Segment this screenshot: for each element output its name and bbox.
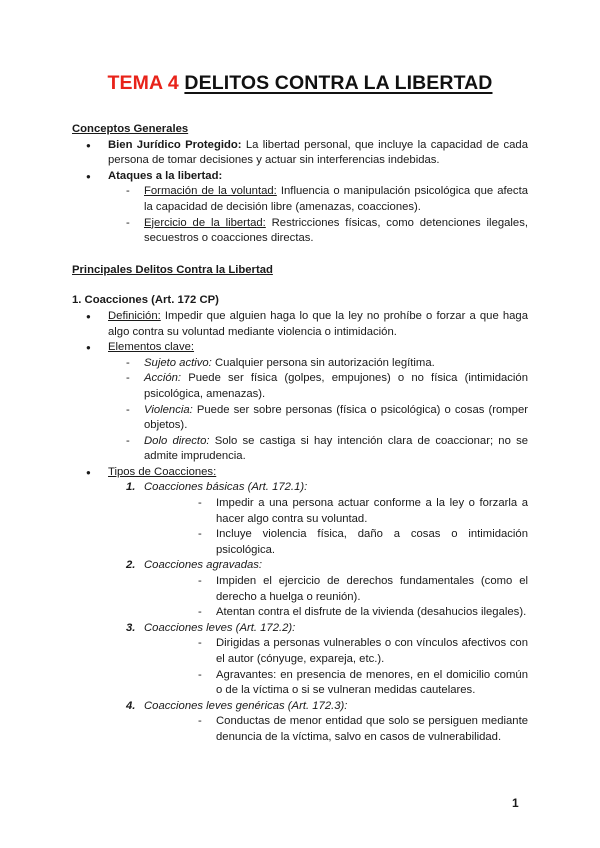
elementos-sublist bbox=[108, 356, 528, 465]
list-item-sujeto bbox=[108, 356, 528, 372]
page-title bbox=[0, 72, 600, 95]
dolo-label: Dolo directo: bbox=[144, 434, 210, 447]
tipo-detail: - Impiden el ejercicio de derechos fundamentales (como el derecho a huelga o reunión). bbox=[108, 574, 528, 605]
tipo-label: Coacciones leves genéricas (Art. 172.3): bbox=[144, 699, 348, 712]
sujeto-text: Cualquier persona sin autorización legítima. bbox=[211, 356, 435, 369]
list-item-ataques bbox=[72, 169, 528, 247]
tipo-detail: - Agravantes: en presencia de menores, en el domicilio común o de la víctima o si se vulneran medidas cautelares. bbox=[108, 668, 528, 699]
tipos-label: Tipos de Coacciones: bbox=[108, 465, 217, 478]
list-item-elementos bbox=[72, 340, 528, 465]
tipo-detail: - Impedir a una persona actuar conforme a la ley o forzarla a hacer algo contra su voluntad. bbox=[108, 496, 528, 527]
list-item-bien-juridico bbox=[72, 138, 528, 169]
coacciones-title: 1. Coacciones (Art. 172 CP) bbox=[72, 294, 219, 307]
formacion-text: Influencia o manipulación psicológica que afecta la capacidad de decisión libre (amenazas, coacciones). bbox=[144, 185, 528, 213]
bien-label: Bien Jurídico Protegido: bbox=[108, 138, 242, 151]
tipo-item bbox=[108, 558, 528, 574]
tipo-detail: - Incluye violencia física, daño a cosas o intimidación psicológica. bbox=[108, 527, 528, 558]
list-item-dolo bbox=[108, 434, 528, 465]
bien-text: La libertad personal, que incluye la capacidad de cada persona de tomar decisiones y actuar sin interferencias indebidas. bbox=[108, 138, 528, 167]
ataques-sublist bbox=[108, 184, 528, 246]
elementos-label: Elementos clave: bbox=[108, 341, 195, 354]
ejercicio-label: Ejercicio de la libertad: bbox=[144, 216, 266, 229]
page-number: 1 bbox=[512, 796, 519, 810]
tipo-detail: - Atentan contra el disfrute de la vivienda (desahucios ilegales). bbox=[108, 605, 528, 621]
section-heading-delitos: Principales Delitos Contra la Libertad bbox=[72, 263, 273, 276]
tipo-detail: - Conductas de menor entidad que solo se persiguen mediante denuncia de la víctima, salvo en casos de vulnerabilidad. bbox=[108, 714, 528, 745]
title-number: TEMA 4 bbox=[107, 72, 179, 94]
accion-text: Puede ser física (golpes, empujones) o no física (intimidación psicológica, amenazas). bbox=[144, 372, 528, 400]
list-item-violencia bbox=[108, 403, 528, 434]
dolo-text: Solo se castiga si hay intención clara de coaccionar; no se admite imprudencia. bbox=[144, 434, 529, 463]
tipo-detail-list bbox=[108, 496, 528, 558]
tipo-item bbox=[108, 699, 528, 715]
tipo-label: Coacciones agravadas: bbox=[144, 559, 263, 572]
title-text: DELITOS CONTRA LA LIBERTAD bbox=[184, 72, 493, 94]
list-item-accion bbox=[108, 371, 528, 402]
document-body bbox=[72, 122, 528, 746]
tipo-label: Coacciones básicas (Art. 172.1): bbox=[144, 481, 308, 494]
tipo-number: 3. bbox=[126, 621, 136, 634]
list-item-formacion bbox=[108, 184, 528, 215]
tipo-number: 4. bbox=[126, 699, 136, 712]
tipo-item bbox=[108, 480, 528, 496]
violencia-text: Puede ser sobre personas (física o psicológica) o cosas (romper objetos). bbox=[144, 403, 528, 432]
list-item-tipos bbox=[72, 465, 528, 746]
formacion-label: Formación de la voluntad: bbox=[144, 185, 277, 198]
tipo-number: 1. bbox=[126, 481, 136, 494]
tipo-detail: - Dirigidas a personas vulnerables o con vínculos afectivos con el autor (cónyuge, expareja, etc.). bbox=[108, 636, 528, 667]
accion-label: Acción: bbox=[144, 372, 182, 385]
sujeto-label: Sujeto activo: bbox=[144, 356, 212, 369]
ataques-label: Ataques a la libertad: bbox=[108, 169, 223, 182]
tipos-sublist bbox=[108, 480, 528, 745]
coacciones-list bbox=[72, 309, 528, 746]
tipo-number: 2. bbox=[126, 559, 136, 572]
definicion-text: Impedir que alguien haga lo que la ley no prohíbe o forzar a que haga algo contra su voluntad mediante violencia o intimidación. bbox=[108, 309, 528, 338]
tipo-detail-list bbox=[108, 714, 528, 745]
list-item-ejercicio bbox=[108, 216, 528, 247]
section-heading-conceptos: Conceptos Generales bbox=[72, 123, 189, 135]
definicion-label: Definición: bbox=[108, 309, 161, 322]
violencia-label: Violencia: bbox=[144, 403, 193, 416]
tipo-detail-list bbox=[108, 636, 528, 698]
tipo-item bbox=[108, 621, 528, 637]
tipo-detail-list bbox=[108, 574, 528, 621]
tipo-label: Coacciones leves (Art. 172.2): bbox=[144, 621, 296, 634]
list-item-definicion bbox=[72, 309, 528, 340]
ejercicio-text: Restricciones físicas, como detenciones ilegales, secuestros o coacciones directas. bbox=[144, 216, 528, 245]
conceptos-list bbox=[72, 138, 528, 247]
